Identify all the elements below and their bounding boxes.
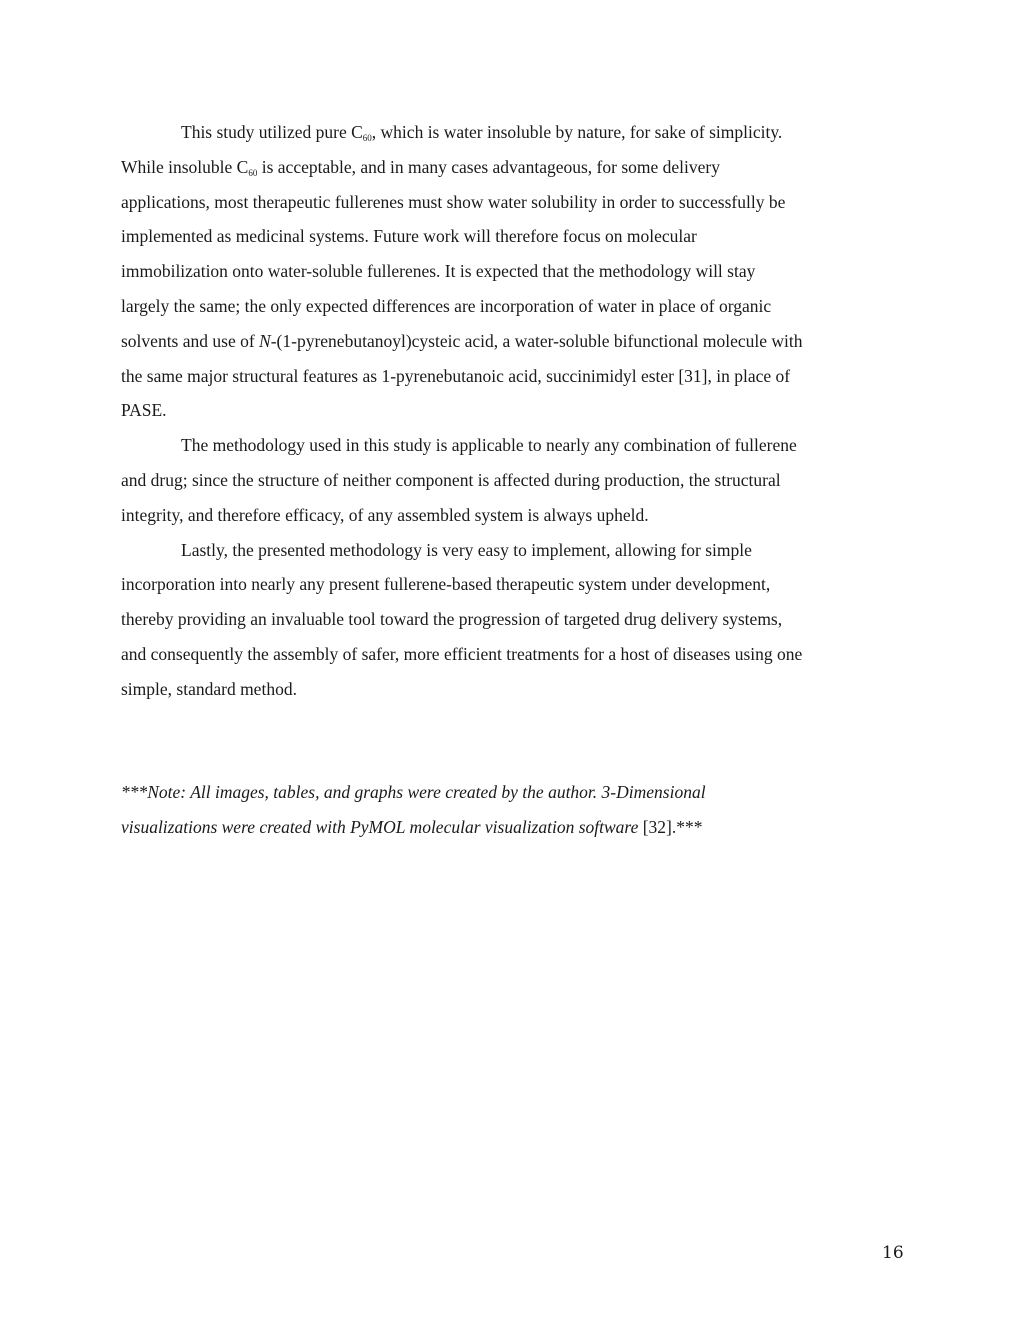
- page-number: 16: [882, 1243, 904, 1263]
- paragraph-2-line-2: and drug; since the structure of neither component is affected during production, the structural: [121, 469, 781, 490]
- text-run: -(1-pyrenebutanoyl)cysteic acid, a water-soluble bifunctional molecule with: [270, 330, 803, 351]
- text-run: This study utilized pure C: [181, 122, 363, 142]
- subscript: 60: [248, 167, 258, 178]
- paragraph-1-line-8: the same major structural features as 1-pyrenebutanoic acid, succinimidyl ester [31], in place of: [121, 365, 791, 386]
- author-note: [121, 775, 907, 845]
- paragraph-1-line-2: [121, 150, 907, 185]
- text-run: , which is water insoluble by nature, for sake of simplicity.: [371, 122, 783, 142]
- paragraph-1: [121, 115, 907, 428]
- paragraph-1-line-4: implemented as medicinal systems. Future work will therefore focus on molecular: [121, 226, 697, 247]
- paragraph-2-line-3: integrity, and therefore efficacy, of any assembled system is always upheld.: [121, 504, 649, 525]
- paragraph-1-line-5: immobilization onto water-soluble fullerenes. It is expected that the methodology will stay: [121, 261, 756, 282]
- paragraph-1-line-6: largely the same; the only expected differences are incorporation of water in place of organic: [121, 295, 772, 316]
- paragraph-3: [121, 533, 907, 707]
- text-run: While insoluble C: [121, 156, 249, 177]
- text-run: is acceptable, and in many cases advantageous, for some delivery: [257, 156, 720, 177]
- paragraph-1-line-3: applications, most therapeutic fullerenes must show water solubility in order to successfully be: [121, 191, 786, 212]
- paragraph-2-line-1: The methodology used in this study is applicable to nearly any combination of fullerene: [181, 435, 797, 456]
- author-note-line-1: ***Note: All images, tables, and graphs were created by the author. 3-Dimensional: [121, 782, 706, 802]
- paragraph-3-line-3: thereby providing an invaluable tool toward the progression of targeted drug delivery systems,: [121, 609, 783, 630]
- paragraph-1-line-7: [121, 324, 907, 359]
- paragraph-3-line-4: and consequently the assembly of safer, more efficient treatments for a host of diseases using one: [121, 643, 803, 664]
- text-run: [32].***: [638, 816, 703, 837]
- italic-text: N: [259, 330, 271, 351]
- paragraph-1-line-9: PASE.: [121, 400, 167, 421]
- paragraph-3-line-2: incorporation into nearly any present fullerene-based therapeutic system under development,: [121, 574, 771, 595]
- author-note-line-2: [121, 810, 907, 845]
- body-text: [121, 115, 907, 707]
- text-run: visualizations were created with PyMOL molecular visualization software: [121, 816, 639, 837]
- text-run: solvents and use of: [121, 330, 260, 351]
- paragraph-2: [121, 428, 907, 532]
- paragraph-1-line-1: [121, 115, 907, 150]
- paragraph-3-line-1: Lastly, the presented methodology is very easy to implement, allowing for simple: [181, 539, 752, 560]
- subscript: 60: [362, 133, 372, 143]
- paragraph-3-line-5: simple, standard method.: [121, 678, 297, 699]
